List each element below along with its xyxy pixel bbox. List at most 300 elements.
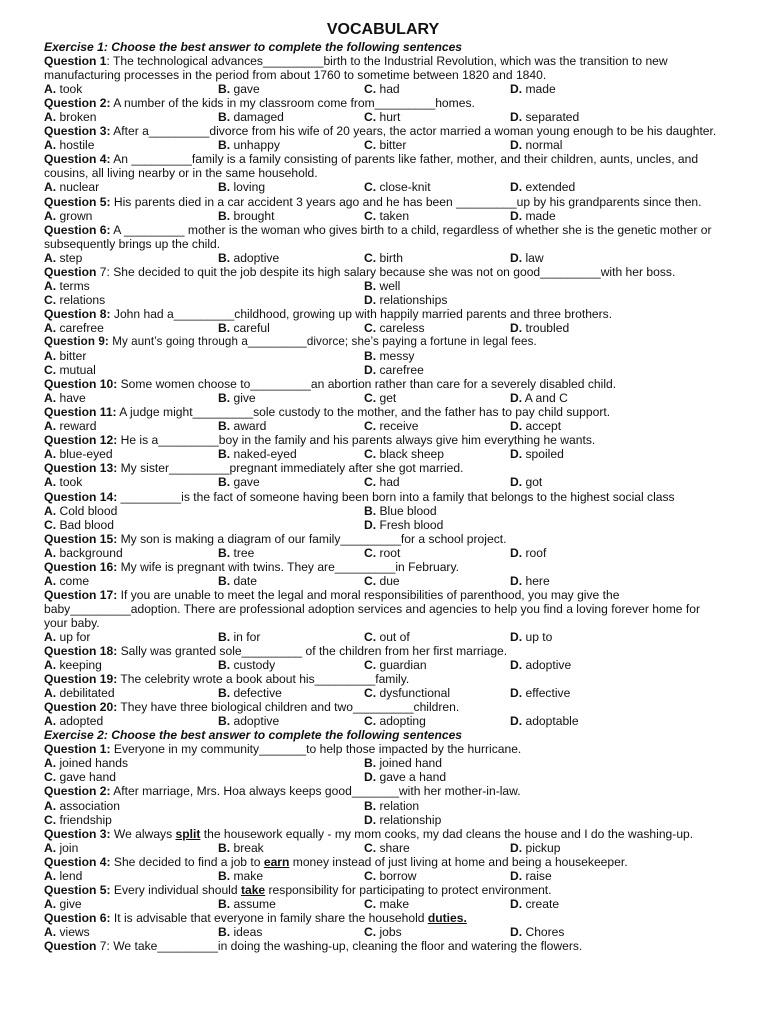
option-letter: B. bbox=[218, 573, 231, 588]
answer-options bbox=[44, 138, 722, 152]
answer-option[interactable] bbox=[510, 574, 722, 588]
answer-option[interactable] bbox=[510, 419, 722, 433]
option-letter: C. bbox=[364, 924, 377, 939]
question-text bbox=[44, 54, 722, 82]
option-letter: B. bbox=[218, 545, 231, 560]
answer-option[interactable] bbox=[218, 82, 364, 96]
question-label: Question bbox=[44, 939, 97, 953]
answer-option[interactable] bbox=[364, 110, 510, 124]
answer-option[interactable] bbox=[44, 813, 364, 827]
option-text: give bbox=[233, 391, 256, 406]
answer-option[interactable] bbox=[218, 869, 364, 883]
answer-options bbox=[44, 209, 722, 223]
answer-option[interactable] bbox=[218, 630, 364, 644]
answer-option[interactable] bbox=[218, 475, 364, 489]
underlined-word: take bbox=[240, 882, 266, 897]
option-text: had bbox=[379, 82, 400, 97]
answer-option[interactable] bbox=[44, 110, 218, 124]
answer-option[interactable] bbox=[364, 180, 510, 194]
answer-options bbox=[44, 391, 722, 405]
answer-option[interactable] bbox=[364, 518, 722, 532]
question-body: _________is the fact of someone having been born into a family that belongs to the highest social class bbox=[117, 489, 675, 504]
answer-option[interactable] bbox=[510, 630, 722, 644]
answer-option[interactable] bbox=[44, 630, 218, 644]
answer-option[interactable] bbox=[364, 714, 510, 728]
option-letter: C. bbox=[364, 658, 377, 673]
option-text: adopted bbox=[59, 714, 104, 729]
option-letter: C. bbox=[364, 320, 377, 335]
option-text: receive bbox=[379, 419, 419, 434]
option-text: took bbox=[59, 82, 83, 97]
option-text: hostile bbox=[59, 138, 95, 153]
answer-option[interactable] bbox=[218, 110, 364, 124]
answer-option[interactable] bbox=[44, 419, 218, 433]
answer-option[interactable] bbox=[44, 363, 364, 377]
answer-option[interactable] bbox=[44, 293, 364, 307]
option-letter: C. bbox=[44, 517, 57, 532]
option-text: relations bbox=[59, 292, 106, 307]
answer-option[interactable] bbox=[44, 391, 218, 405]
question-text bbox=[44, 96, 722, 110]
option-letter: B. bbox=[218, 138, 231, 153]
question-label: Question 3: bbox=[44, 124, 111, 139]
answer-options bbox=[44, 321, 722, 335]
option-text: ideas bbox=[233, 924, 263, 939]
option-text: law bbox=[525, 250, 544, 265]
question-body: A _________ mother is the woman who gives birth to a child, regardless of whether she is the genetic mother or subsequently brings up the child. bbox=[44, 222, 712, 251]
option-letter: D. bbox=[510, 896, 523, 911]
answer-option[interactable] bbox=[218, 686, 364, 700]
question-body: : The technological advances_________birth to the Industrial Revolution, which was the transition to new manufacturing processes in the period from about 1760 to sometime between 1820 and 1840. bbox=[44, 54, 668, 83]
answer-option[interactable] bbox=[510, 475, 722, 489]
answer-option[interactable] bbox=[364, 209, 510, 223]
question-label: Question 6: bbox=[44, 910, 111, 925]
option-letter: B. bbox=[218, 82, 231, 97]
option-letter: C. bbox=[364, 250, 377, 265]
answer-option[interactable] bbox=[510, 925, 722, 939]
answer-option[interactable] bbox=[364, 546, 510, 560]
option-letter: A. bbox=[44, 250, 57, 265]
answer-option[interactable] bbox=[510, 138, 722, 152]
option-letter: A. bbox=[44, 868, 57, 883]
option-letter: D. bbox=[510, 391, 523, 406]
option-letter: C. bbox=[364, 545, 377, 560]
option-text: joined hands bbox=[59, 756, 129, 771]
option-text: careless bbox=[379, 320, 425, 335]
question-label: Question bbox=[44, 264, 97, 279]
option-text: get bbox=[379, 391, 397, 406]
option-text: create bbox=[525, 896, 560, 911]
answer-option[interactable] bbox=[364, 321, 510, 335]
option-letter: D. bbox=[510, 180, 523, 195]
answer-option[interactable] bbox=[44, 925, 218, 939]
answer-option[interactable] bbox=[510, 658, 722, 672]
option-letter: C. bbox=[364, 475, 377, 490]
option-letter: D. bbox=[510, 868, 523, 883]
option-text: award bbox=[233, 419, 267, 434]
option-letter: D. bbox=[510, 629, 523, 644]
answer-option[interactable] bbox=[44, 897, 218, 911]
option-text: blue-eyed bbox=[59, 447, 113, 462]
option-text: views bbox=[59, 924, 90, 939]
option-letter: C. bbox=[44, 292, 57, 307]
answer-option[interactable] bbox=[364, 391, 510, 405]
option-letter: B. bbox=[218, 475, 231, 490]
option-text: relation bbox=[379, 798, 420, 813]
option-letter: C. bbox=[364, 110, 377, 125]
option-text: break bbox=[233, 840, 264, 855]
question-body: responsibility for participating to protect environment. bbox=[265, 882, 552, 897]
answer-options bbox=[44, 349, 722, 377]
answer-option[interactable] bbox=[44, 209, 218, 223]
option-text: bitter bbox=[379, 138, 407, 153]
question-label: Question 19: bbox=[44, 672, 118, 687]
answer-option[interactable] bbox=[44, 349, 364, 363]
answer-options bbox=[44, 82, 722, 96]
option-letter: A. bbox=[44, 278, 57, 293]
option-letter: B. bbox=[218, 896, 231, 911]
option-text: dysfunctional bbox=[379, 686, 451, 701]
answer-options bbox=[44, 897, 722, 911]
option-text: gave hand bbox=[59, 770, 116, 785]
answer-option[interactable] bbox=[510, 714, 722, 728]
option-letter: C. bbox=[364, 573, 377, 588]
question-body: It is advisable that everyone in family share the household bbox=[110, 910, 428, 925]
exercise-heading: Exercise 1: Choose the best answer to complete the following sentences bbox=[44, 40, 463, 54]
option-letter: A. bbox=[44, 391, 57, 406]
answer-option[interactable] bbox=[218, 138, 364, 152]
question-text bbox=[44, 461, 722, 475]
answer-option[interactable] bbox=[364, 686, 510, 700]
question-body: After marriage, Mrs. Hoa always keeps good_______with her mother-in-law. bbox=[110, 784, 521, 799]
option-letter: B. bbox=[218, 686, 231, 701]
answer-option[interactable] bbox=[364, 251, 510, 265]
answer-option[interactable] bbox=[44, 504, 364, 518]
answer-option[interactable] bbox=[44, 447, 218, 461]
answer-option[interactable] bbox=[510, 209, 722, 223]
answer-option[interactable] bbox=[364, 363, 722, 377]
question-text bbox=[44, 223, 722, 251]
question-text bbox=[44, 490, 722, 504]
answer-option[interactable] bbox=[218, 658, 364, 672]
answer-option[interactable] bbox=[44, 180, 218, 194]
answer-options bbox=[44, 447, 722, 461]
option-letter: D. bbox=[510, 110, 523, 125]
option-text: adoptive bbox=[525, 658, 572, 673]
answer-option[interactable] bbox=[218, 419, 364, 433]
answer-option[interactable] bbox=[218, 714, 364, 728]
answer-options bbox=[44, 180, 722, 194]
option-text: tree bbox=[233, 545, 255, 560]
answer-option[interactable] bbox=[510, 110, 722, 124]
answer-option[interactable] bbox=[364, 869, 510, 883]
option-text: terms bbox=[59, 278, 90, 293]
option-letter: A. bbox=[44, 138, 57, 153]
answer-option[interactable] bbox=[510, 251, 722, 265]
option-letter: A. bbox=[44, 714, 57, 729]
answer-options bbox=[44, 841, 722, 855]
question-label: Question 2: bbox=[44, 96, 111, 111]
answer-option[interactable] bbox=[510, 180, 722, 194]
option-letter: A. bbox=[44, 629, 57, 644]
answer-option[interactable] bbox=[218, 574, 364, 588]
answer-option[interactable] bbox=[44, 475, 218, 489]
answer-option[interactable] bbox=[364, 447, 510, 461]
option-text: naked-eyed bbox=[233, 447, 297, 462]
option-text: assume bbox=[233, 896, 276, 911]
option-text: here bbox=[525, 573, 550, 588]
option-text: borrow bbox=[379, 868, 417, 883]
option-letter: D. bbox=[510, 714, 523, 729]
option-text: had bbox=[379, 475, 400, 490]
answer-options bbox=[44, 658, 722, 672]
option-text: share bbox=[379, 840, 410, 855]
question-text bbox=[44, 700, 722, 714]
option-letter: D. bbox=[364, 292, 377, 307]
answer-option[interactable] bbox=[364, 630, 510, 644]
option-text: made bbox=[525, 82, 556, 97]
answer-option[interactable] bbox=[364, 658, 510, 672]
option-text: Cold blood bbox=[59, 503, 118, 518]
option-letter: B. bbox=[218, 419, 231, 434]
question-label: Question 17: bbox=[44, 587, 118, 602]
option-letter: B. bbox=[364, 798, 377, 813]
answer-option[interactable] bbox=[218, 251, 364, 265]
underlined-word: split bbox=[175, 826, 201, 841]
question-label: Question 9: bbox=[44, 334, 109, 348]
answer-option[interactable] bbox=[510, 869, 722, 883]
answer-option[interactable] bbox=[44, 546, 218, 560]
answer-option[interactable] bbox=[218, 841, 364, 855]
option-text: took bbox=[59, 475, 83, 490]
answer-options bbox=[44, 110, 722, 124]
option-text: out of bbox=[379, 629, 410, 644]
option-text: gave bbox=[233, 82, 260, 97]
question-text bbox=[44, 784, 722, 798]
option-letter: C. bbox=[364, 686, 377, 701]
worksheet-content bbox=[44, 40, 722, 953]
option-text: mutual bbox=[59, 363, 96, 378]
question-text bbox=[44, 152, 722, 180]
answer-option[interactable] bbox=[44, 770, 364, 784]
answer-options bbox=[44, 756, 722, 784]
option-text: adoptive bbox=[233, 714, 280, 729]
question-body: the housework equally - my mom cooks, my dad cleans the house and I do the washing-up. bbox=[200, 826, 694, 841]
question-body: He is a_________boy in the family and his parents always give him everything he wants. bbox=[117, 433, 596, 448]
option-text: have bbox=[59, 391, 86, 406]
option-letter: B. bbox=[218, 110, 231, 125]
question-label: Question 12: bbox=[44, 433, 118, 448]
answer-option[interactable] bbox=[364, 897, 510, 911]
answer-options bbox=[44, 574, 722, 588]
option-letter: C. bbox=[364, 714, 377, 729]
option-text: date bbox=[233, 573, 258, 588]
question-text bbox=[44, 532, 722, 546]
answer-option[interactable] bbox=[218, 180, 364, 194]
answer-option[interactable] bbox=[364, 293, 722, 307]
option-text: joined hand bbox=[379, 756, 443, 771]
answer-option[interactable] bbox=[364, 925, 510, 939]
option-text: extended bbox=[525, 180, 576, 195]
answer-option[interactable] bbox=[364, 475, 510, 489]
answer-option[interactable] bbox=[44, 82, 218, 96]
question-body: My wife is pregnant with twins. They are_________in February. bbox=[117, 559, 459, 574]
underlined-word: earn bbox=[263, 854, 290, 869]
answer-option[interactable] bbox=[218, 447, 364, 461]
option-letter: A. bbox=[44, 686, 57, 701]
question-text bbox=[44, 588, 722, 630]
question-body: A judge might_________sole custody to the mother, and the father has to pay child support. bbox=[116, 405, 611, 420]
question-body: After a_________divorce from his wife of 20 years, the actor married a woman young enough to be his daughter. bbox=[110, 124, 717, 139]
option-text: Fresh blood bbox=[379, 517, 444, 532]
question-body: My aunt’s going through a_________divorce; she’s paying a fortune in legal fees. bbox=[108, 334, 537, 348]
answer-option[interactable] bbox=[510, 546, 722, 560]
question-text bbox=[44, 195, 722, 209]
answer-option[interactable] bbox=[364, 349, 722, 363]
option-text: Bad blood bbox=[59, 517, 114, 532]
question-label: Question 5: bbox=[44, 194, 111, 209]
answer-option[interactable] bbox=[44, 658, 218, 672]
answer-option[interactable] bbox=[364, 574, 510, 588]
option-letter: A. bbox=[44, 840, 57, 855]
answer-option[interactable] bbox=[44, 869, 218, 883]
option-text: adoptive bbox=[233, 250, 280, 265]
option-text: troubled bbox=[525, 320, 570, 335]
answer-option[interactable] bbox=[44, 138, 218, 152]
question-label: Question 4: bbox=[44, 854, 111, 869]
option-text: carefree bbox=[379, 363, 424, 378]
answer-option[interactable] bbox=[44, 251, 218, 265]
answer-option[interactable] bbox=[218, 391, 364, 405]
question-text bbox=[44, 742, 722, 756]
question-label: Question 4: bbox=[44, 152, 111, 167]
answer-option[interactable] bbox=[364, 799, 722, 813]
answer-option[interactable] bbox=[364, 138, 510, 152]
answer-options bbox=[44, 925, 722, 939]
question-text bbox=[44, 672, 722, 686]
answer-options bbox=[44, 251, 722, 265]
option-text: give bbox=[59, 896, 82, 911]
option-text: made bbox=[525, 208, 556, 223]
answer-options bbox=[44, 630, 722, 644]
option-text: bitter bbox=[59, 349, 87, 364]
option-letter: B. bbox=[218, 840, 231, 855]
option-letter: D. bbox=[364, 363, 377, 378]
answer-option[interactable] bbox=[510, 82, 722, 96]
question-label: Question 1 bbox=[44, 54, 107, 69]
question-text bbox=[44, 265, 722, 279]
option-letter: D. bbox=[510, 320, 523, 335]
question-body: She decided to find a job to bbox=[110, 854, 264, 869]
option-text: A and C bbox=[524, 391, 568, 406]
option-letter: C. bbox=[364, 82, 377, 97]
option-letter: D. bbox=[510, 208, 523, 223]
answer-option[interactable] bbox=[510, 897, 722, 911]
option-text: step bbox=[59, 250, 83, 265]
option-letter: D. bbox=[510, 82, 523, 97]
option-letter: C. bbox=[364, 138, 377, 153]
option-text: hurt bbox=[379, 110, 401, 125]
option-text: damaged bbox=[233, 110, 284, 125]
option-text: make bbox=[379, 896, 410, 911]
option-letter: A. bbox=[44, 110, 57, 125]
question-body: Everyone in my community_______to help those impacted by the hurricane. bbox=[110, 742, 522, 757]
answer-option[interactable] bbox=[44, 841, 218, 855]
answer-option[interactable] bbox=[218, 546, 364, 560]
question-body: My sister_________pregnant immediately after she got married. bbox=[117, 461, 464, 476]
option-text: roof bbox=[525, 545, 547, 560]
answer-option[interactable] bbox=[364, 841, 510, 855]
option-text: raise bbox=[525, 868, 552, 883]
answer-option[interactable] bbox=[218, 321, 364, 335]
option-letter: D. bbox=[510, 475, 523, 490]
answer-option[interactable] bbox=[44, 518, 364, 532]
option-letter: A. bbox=[44, 349, 57, 364]
answer-option[interactable] bbox=[510, 841, 722, 855]
answer-option[interactable] bbox=[364, 82, 510, 96]
option-text: accept bbox=[525, 419, 562, 434]
answer-option[interactable] bbox=[218, 897, 364, 911]
answer-option[interactable] bbox=[364, 770, 722, 784]
question-label: Question 20: bbox=[44, 700, 118, 715]
option-text: reward bbox=[59, 419, 97, 434]
option-text: up to bbox=[525, 629, 553, 644]
answer-option[interactable] bbox=[510, 391, 722, 405]
answer-options bbox=[44, 799, 722, 827]
option-text: up for bbox=[59, 629, 91, 644]
option-letter: C. bbox=[364, 391, 377, 406]
question-body: If you are unable to meet the legal and moral responsibilities of parenthood, you may give the baby_________adoption. There are professional adoption services and agencies to help you find a loving forever home for your baby. bbox=[44, 587, 700, 630]
answer-option[interactable] bbox=[510, 321, 722, 335]
answer-option[interactable] bbox=[44, 714, 218, 728]
question-text bbox=[44, 560, 722, 574]
option-letter: D. bbox=[510, 250, 523, 265]
answer-option[interactable] bbox=[510, 686, 722, 700]
answer-option[interactable] bbox=[44, 574, 218, 588]
answer-option[interactable] bbox=[218, 209, 364, 223]
answer-option[interactable] bbox=[364, 756, 722, 770]
answer-option[interactable] bbox=[44, 686, 218, 700]
answer-option[interactable] bbox=[44, 799, 364, 813]
question-label: Question 2: bbox=[44, 784, 111, 799]
option-letter: B. bbox=[218, 447, 231, 462]
answer-option[interactable] bbox=[364, 813, 722, 827]
question-label: Question 15: bbox=[44, 531, 118, 546]
answer-option[interactable] bbox=[364, 504, 722, 518]
option-text: birth bbox=[379, 250, 403, 265]
option-letter: B. bbox=[218, 714, 231, 729]
answer-option[interactable] bbox=[44, 321, 218, 335]
option-letter: B. bbox=[218, 868, 231, 883]
option-text: broken bbox=[59, 110, 97, 125]
answer-option[interactable] bbox=[510, 447, 722, 461]
answer-option[interactable] bbox=[218, 925, 364, 939]
answer-option[interactable] bbox=[364, 419, 510, 433]
question-body: His parents died in a car accident 3 years ago and he has been _________up by his grandparents since then. bbox=[110, 194, 702, 209]
option-text: Blue blood bbox=[379, 503, 437, 518]
answer-option[interactable] bbox=[44, 756, 364, 770]
option-text: defective bbox=[233, 686, 282, 701]
answer-option[interactable] bbox=[44, 279, 364, 293]
option-text: spoiled bbox=[525, 447, 564, 462]
answer-option[interactable] bbox=[364, 279, 722, 293]
answer-options bbox=[44, 279, 722, 307]
question-label: Question 18: bbox=[44, 644, 118, 659]
option-letter: A. bbox=[44, 419, 57, 434]
option-letter: B. bbox=[218, 924, 231, 939]
option-text: well bbox=[379, 278, 401, 293]
question-text bbox=[44, 883, 722, 897]
